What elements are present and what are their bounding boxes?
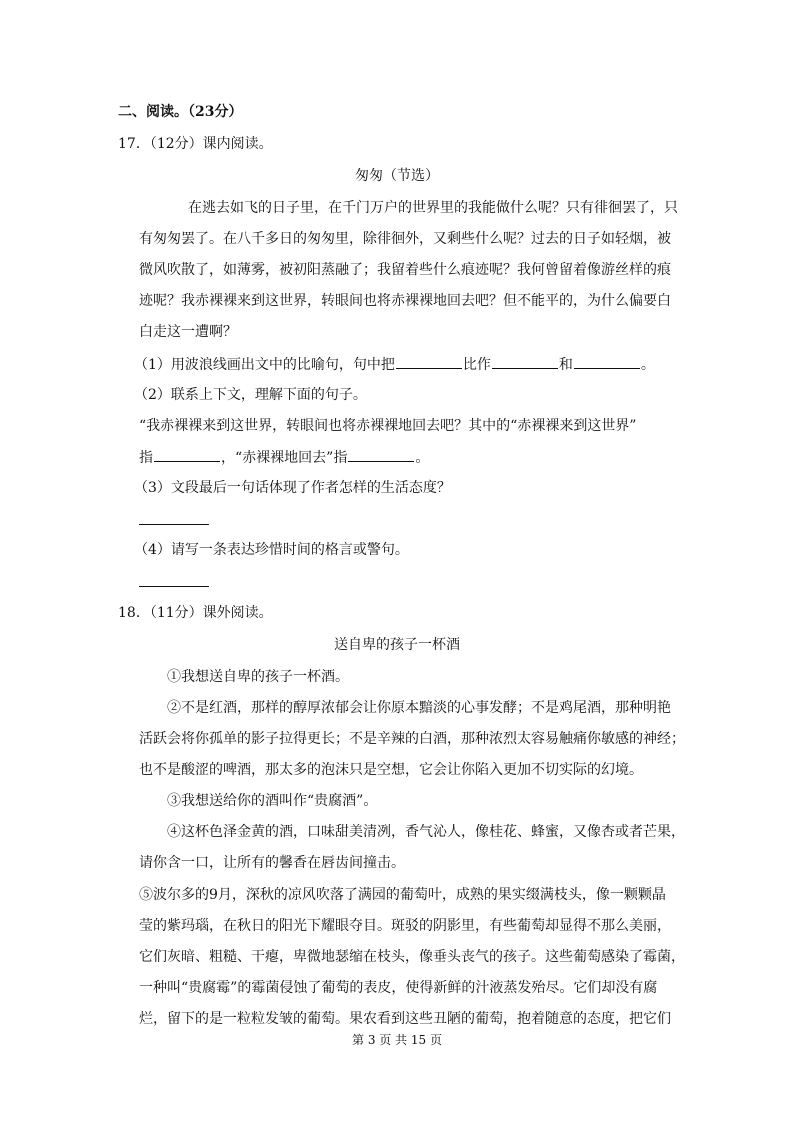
passage-line: 迹呢？我赤裸裸来到这世界，转眼间也将赤裸裸地回去吧？但不能平的，为什么偏要白: [139, 293, 671, 309]
passage-line: 一种叫“贵腐霉”的霉菌侵蚀了葡萄的表皮，使得新鲜的汁液蒸发殆尽。它们却没有腐: [139, 980, 658, 996]
passage-line: 微风吹散了，如薄雾，被初阳蒸融了；我留着些什么痕迹呢？我何曾留着像游丝样的痕: [139, 262, 671, 278]
sub-question-2-answer: [139, 447, 429, 468]
passage-line: 也不是酸涩的啤酒，那太多的泡沫只是空想，它会让你陷入更加不切实际的幻境。: [139, 762, 643, 778]
sub-question-2-prompt: （2）联系上下文，理解下面的句子。: [134, 387, 367, 403]
passage-line: 莹的紫玛瑙，在秋日的阳光下耀眼夺目。斑驳的阴影里，有些葡萄却显得不那么美丽，: [139, 918, 671, 934]
sub-question-1-text-b: 比作: [462, 357, 491, 373]
sub-question-2-text-a: 指: [139, 450, 153, 466]
passage-line: 有匆匆罢了。在八千多日的匆匆里，除徘徊外，又剩些什么呢？过去的日子如轻烟，被: [139, 231, 671, 247]
sub-question-2-text-c: 。: [415, 450, 430, 466]
sub-question-4: （4）请写一条表达珍惜时间的格言或警句。: [134, 542, 409, 558]
passage-line: 在逃去如飞的日子里，在千门万户的世界里的我能做什么呢？只有徘徊罢了，只: [188, 200, 678, 216]
passage-line: 白走这一遭啊？: [139, 324, 237, 340]
passage-line: 烂，留下的是一粒粒发皱的葡萄。果农看到这些丑陋的葡萄，抱着随意的态度，把它们: [139, 1011, 671, 1027]
sub-question-1-text-a: （1）用波浪线画出文中的比喻句，句中把: [134, 357, 395, 373]
sub-question-1-text-d: 。: [640, 357, 655, 373]
passage-line: 活跃会将你孤单的影子拉得更长；不是辛辣的白酒，那种浓烈太容易触痛你敏感的神经；: [139, 731, 685, 747]
passage-line: ③我想送给你的酒叫作“贵腐酒”。: [167, 793, 378, 809]
sub-question-2-quote: “我赤裸裸来到这世界，转眼间也将赤裸裸地回去吧？其中的“赤裸裸来到这世界”: [139, 418, 637, 434]
answer-blank[interactable]: [492, 354, 558, 369]
passage-line: ④这杯色泽金黄的酒，口味甜美清冽，香气沁人，像桂花、蜂蜜，又像杏或者芒果，: [167, 824, 685, 840]
passage-line: ⑤波尔多的9月，深秋的凉风吹落了满园的葡萄叶，成熟的果实缀满枝头，像一颗颗晶: [139, 887, 666, 903]
answer-blank[interactable]: [574, 354, 640, 369]
answer-blank[interactable]: [348, 447, 414, 462]
passage-line: ②不是红酒，那样的醇厚浓郁会让你原本黯淡的心事发酵；不是鸡尾酒，那种明艳: [167, 700, 671, 716]
section-heading: 二、阅读。（23分）: [118, 104, 243, 120]
sub-question-1: [134, 354, 655, 375]
page-number: 第 3 页 共 15 页: [352, 1033, 442, 1047]
passage-line: 它们灰暗、粗糙、干瘪，卑微地瑟缩在枝头，像垂头丧气的孩子。这些葡萄感染了霉菌，: [139, 949, 685, 965]
sub-question-2-text-b: ，“赤裸裸地回去”指: [221, 450, 348, 466]
passage-title-wine: 送自卑的孩子一杯酒: [334, 637, 460, 653]
passage-line: 请你含一口，让所有的馨香在唇齿间撞击。: [139, 855, 405, 871]
question-18-header: 18．（11分）课外阅读。: [118, 605, 273, 621]
passage-line: ①我想送自卑的孩子一杯酒。: [167, 669, 349, 685]
answer-blank[interactable]: [396, 354, 462, 369]
answer-blank[interactable]: [154, 447, 220, 462]
answer-line[interactable]: [139, 524, 209, 525]
question-17-header: 17．（12分）课内阅读。: [118, 136, 273, 152]
passage-title-congcong: 匆匆（节选）: [355, 168, 439, 184]
answer-line[interactable]: [139, 586, 209, 587]
sub-question-1-text-c: 和: [558, 357, 573, 373]
sub-question-3: （3）文段最后一句话体现了作者怎样的生活态度？: [134, 480, 451, 496]
